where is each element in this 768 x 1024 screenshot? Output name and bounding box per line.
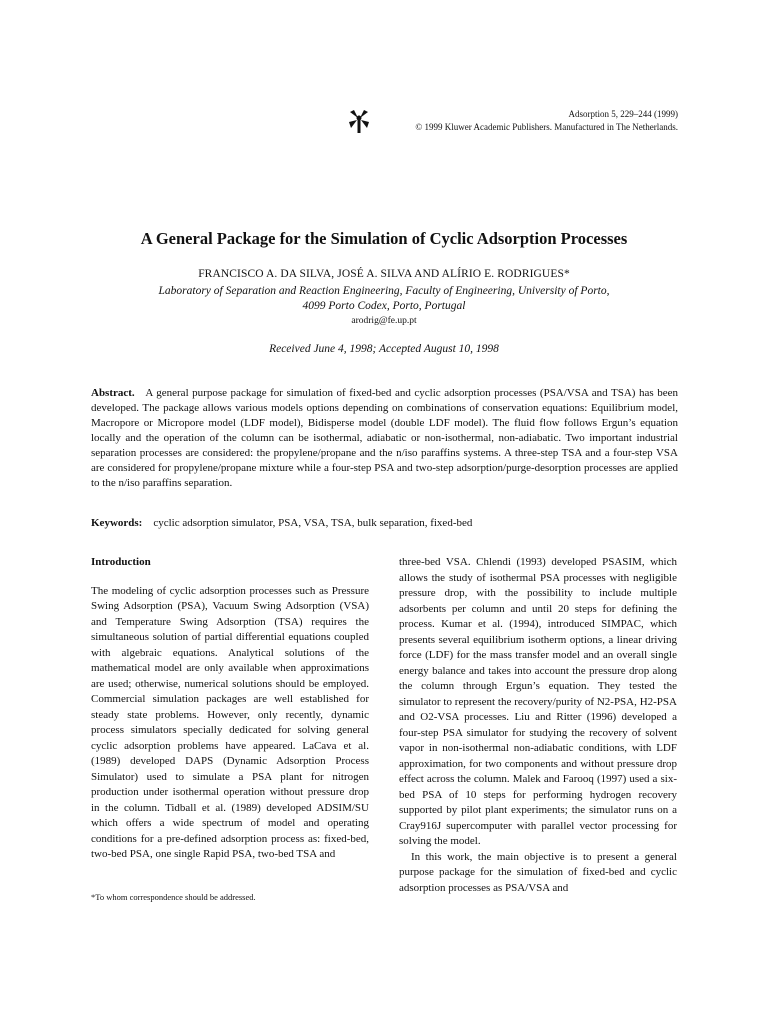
abstract-text: A general purpose package for simulation of fixed-bed and cyclic adsorption processes (PSA/VSA and TSA) has been developed. The package allows various models options depending on combinations of conservation equations: Equilibrium model, Macropore or Micropore model (LDF model), Bidisperse model (double LDF model). The fluid flow follows Ergun’s equation locally and the operation of the column can be isothermal, adiabatic or non-isothermal, non-adiabatic. Two important industrial separation processes are considered: the propylene/propane and the n/iso paraffins systems. A three-step TSA and a four-step VSA are considered for propylene/propane mixture while a four-step PSA and two-step adsorption/purge-desorption processes are applied to the n/iso paraffins separation.	[91, 387, 678, 489]
body-column-right	[399, 555, 677, 896]
journal-citation: Adsorption 5, 229–244 (1999)	[568, 109, 678, 119]
paper-title: A General Package for the Simulation of Cyclic Adsorption Processes	[140, 229, 628, 248]
section-heading-introduction: Introduction	[91, 556, 151, 568]
keywords-text: cyclic adsorption simulator, PSA, VSA, TSA, bulk separation, fixed-bed	[153, 517, 473, 529]
affiliation-line-1: Laboratory of Separation and Reaction Engineering, Faculty of Engineering, University of Porto,	[158, 285, 610, 297]
intro-paragraph-1: The modeling of cyclic adsorption processes such as Pressure Swing Adsorption (PSA), Vacuum Swing Adsorption (VSA) and Temperature Swing Adsorption (TSA) requires the simultaneous solution of partial differential equations coupled with algebraic equations. Analytical solutions of the mathematical model are only available when approximations are used; otherwise, numerical solutions should be employed. Commercial simulation packages are well established for steady state problems. However, only recently, dynamic process simulators specially dedicated for solving general cyclic adsorption problems have appeared. LaCava et al. (1989) developed DAPS (Dynamic Adsorption Process Simulator) used to simulate a PSA plant for nitrogen production under isothermal operation without pressure drop in the column. Tidball et al. (1989) developed ADSIM/SU which offers a wide spectrum of model and operating conditions for a pre-defined adsorption process as: fixed-bed, two-bed PSA, one single Rapid PSA, two-bed TSA and	[91, 584, 369, 860]
keywords	[91, 517, 678, 529]
journal-header	[415, 108, 678, 134]
affiliation-line-2: 4099 Porto Codex, Porto, Portugal	[302, 300, 466, 312]
affiliation	[0, 284, 768, 314]
intro-paragraph-2: In this work, the main objective is to present a general purpose package for the simulation of fixed-bed and cyclic adsorption processes as PSA/VSA and	[399, 850, 677, 894]
intro-paragraph-1-continued: three-bed VSA. Chlendi (1993) developed PSASIM, which allows the study of isothermal PSA processes with negligible pressure drop, with the possibility to include multiple adsorbents per column and until 20 steps for defining the process. Kumar et al. (1994), introduced SIMPAC, which presents several equilibrium isotherm options, a linear driving force (LDF) for the mass transfer model and an overall single energy balance and takes into account the pressure drop along the column through Ergun’s equation. They tested the simulator to represent the recovery/purity of N2-PSA, H2-PSA and O2-VSA processes. Liu and Ritter (1996) developed a four-step PSA simulator for studying the recovery of solvent vapor in non-isothermal non-adiabatic conditions, with LDF approximation, for two components and without pressure drop effect across the column. Malek and Farooq (1997) used a six-bed PSA of 10 steps for performing hydrogen recovery supported by pilot plant experiments; the simulator runs on a Cray916J supercomputer with parallel vector processing for solving the model.	[399, 556, 677, 847]
received-dates: Received June 4, 1998; Accepted August 10, 1998	[269, 343, 499, 355]
abstract	[91, 386, 678, 491]
footnote: *To whom correspondence should be addressed.	[91, 892, 256, 902]
author-list: FRANCISCO A. DA SILVA, JOSÉ A. SILVA AND ALÍRIO E. RODRIGUES*	[198, 268, 570, 280]
contact-email[interactable]: arodrig@fe.up.pt	[351, 316, 417, 326]
copyright-line: © 1999 Kluwer Academic Publishers. Manufactured in The Netherlands.	[415, 122, 678, 132]
keywords-label: Keywords:	[91, 517, 143, 529]
body-column-left	[91, 555, 369, 863]
abstract-label: Abstract.	[91, 387, 135, 399]
publisher-logo-icon	[347, 108, 371, 134]
